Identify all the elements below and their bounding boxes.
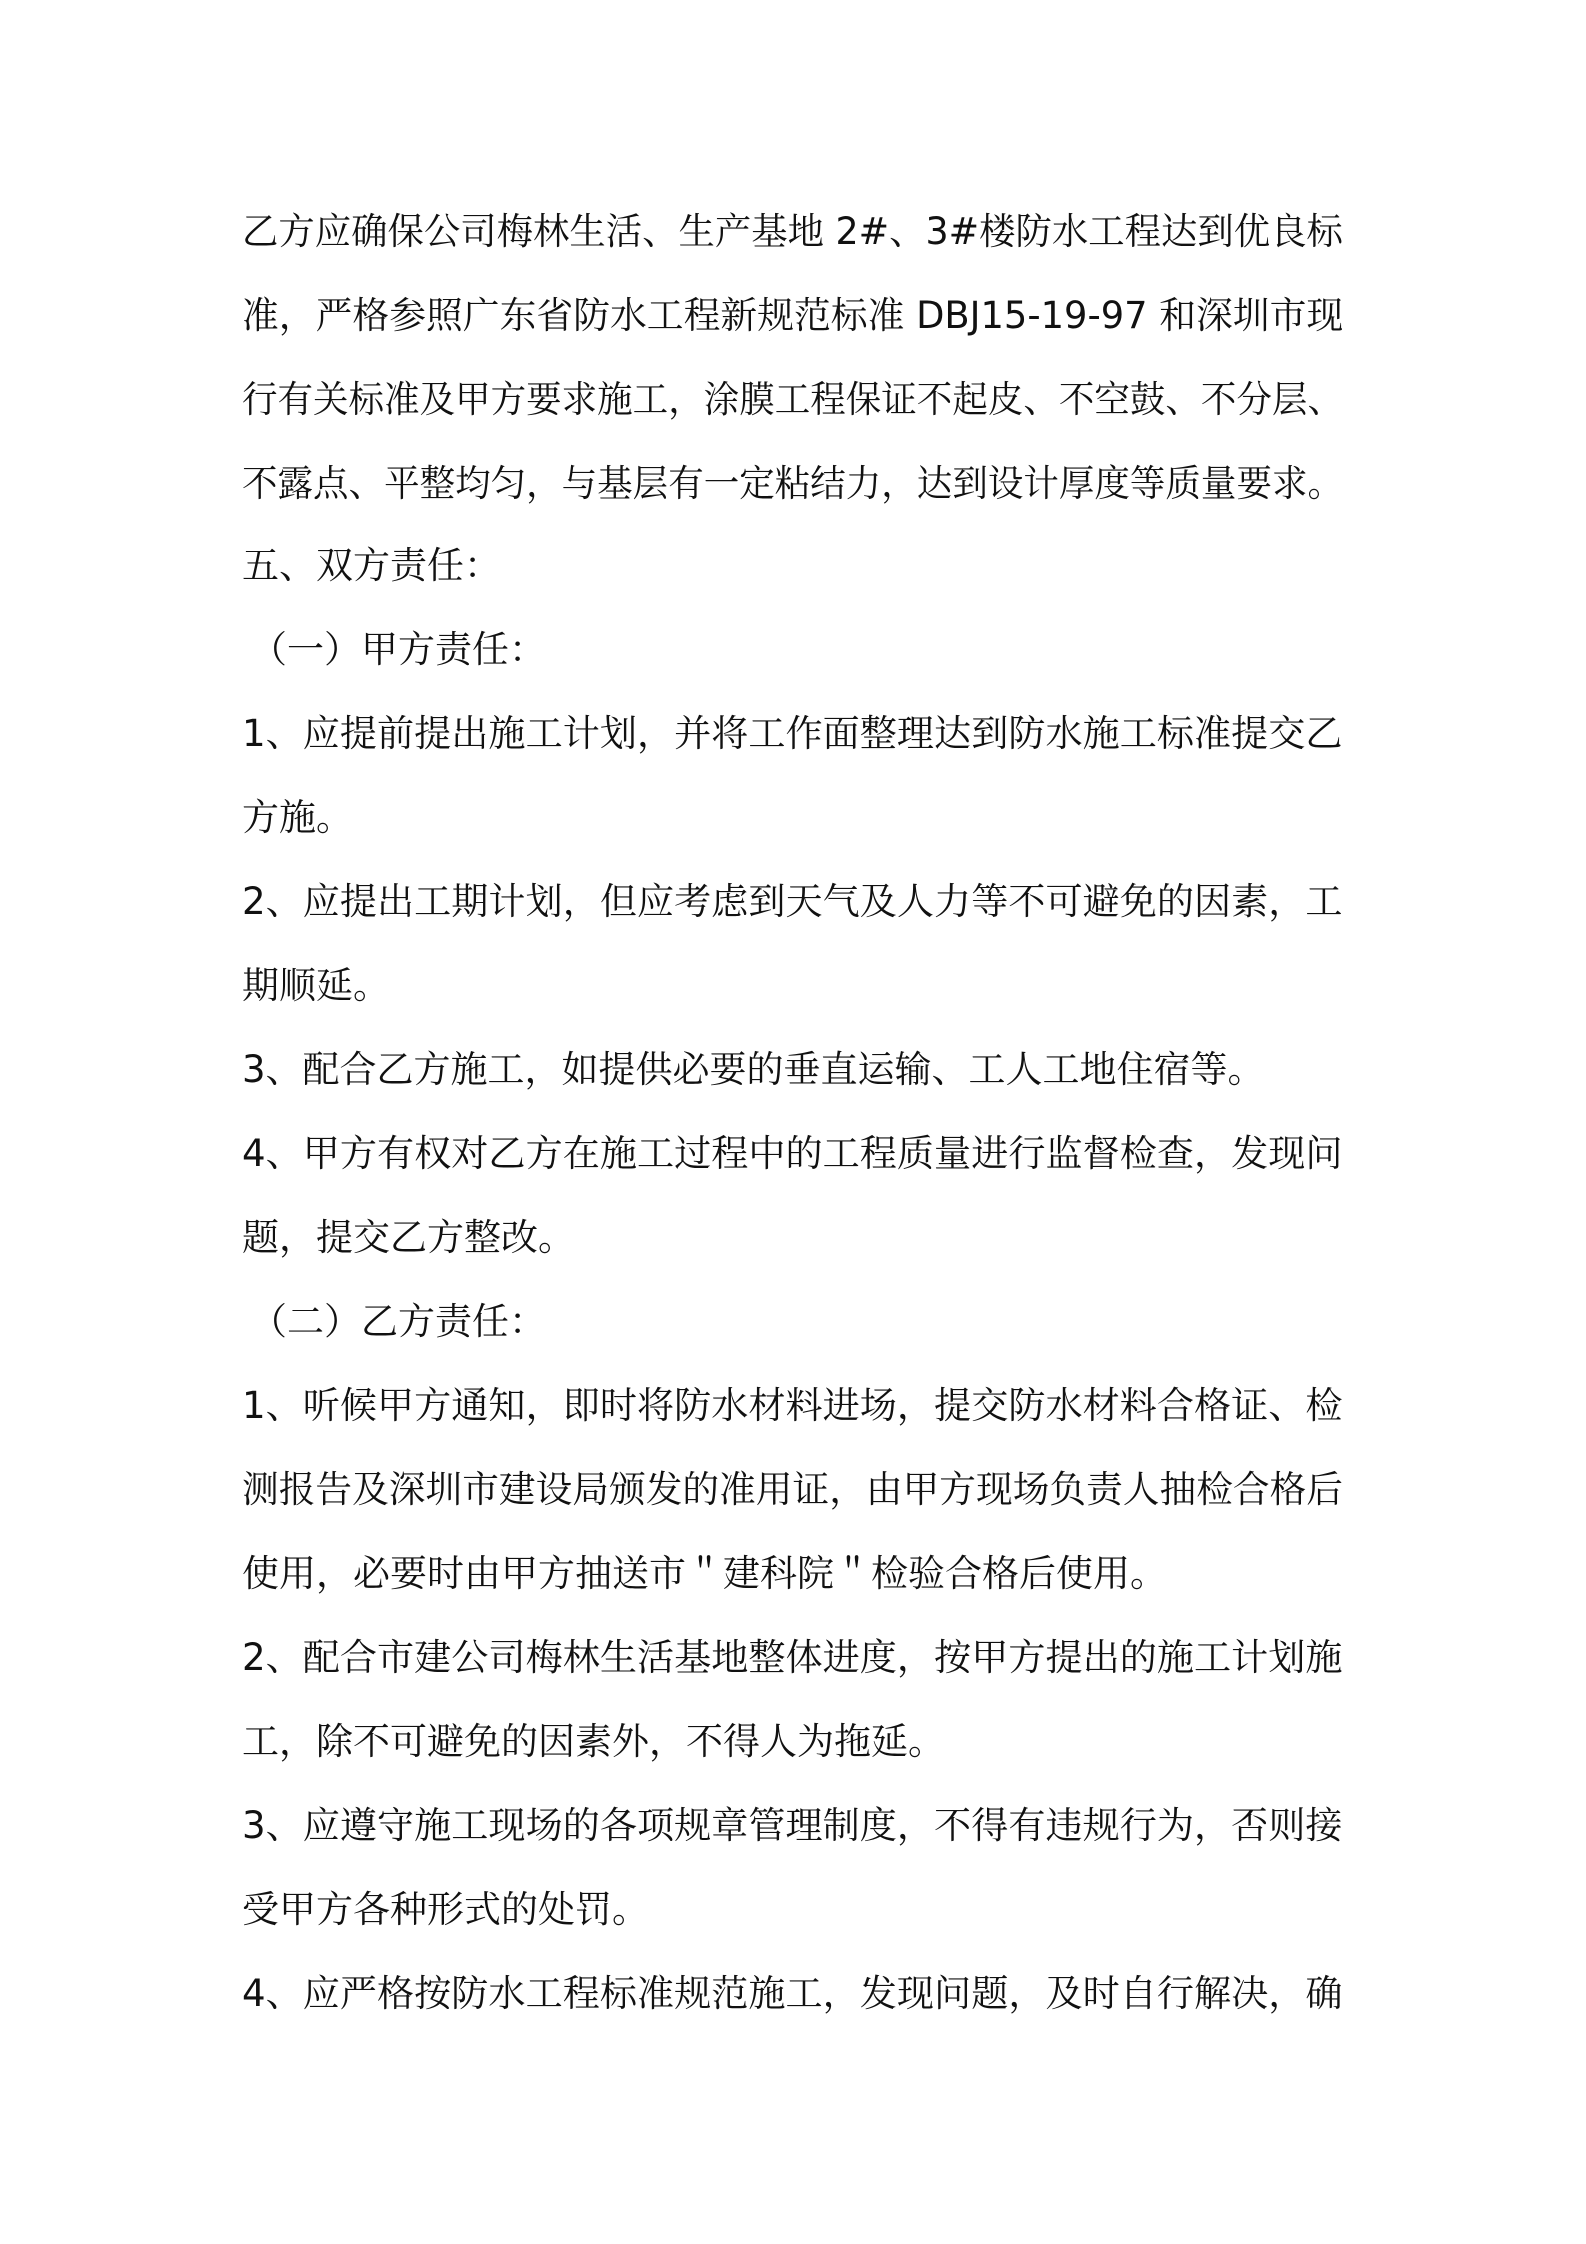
list-item-a3: 3、配合乙方施工，如提供必要的垂直运输、工人工地住宿等。: [242, 1048, 1265, 1091]
list-item-a1-line-1: 1、应提前提出施工计划，并将工作面整理达到防水施工标准提交乙: [242, 712, 1343, 755]
list-item-b1-line-3: 使用，必要时由甲方抽送市＂建科院＂检验合格后使用。: [242, 1552, 1167, 1595]
list-item-b2-line-1: 2、配合市建公司梅林生活基地整体进度，按甲方提出的施工计划施: [242, 1636, 1343, 1679]
list-item-a4-line-1: 4、甲方有权对乙方在施工过程中的工程质量进行监督检查，发现问: [242, 1132, 1343, 1175]
list-item-b1-line-2: 测报告及深圳市建设局颁发的准用证，由甲方现场负责人抽检合格后: [242, 1468, 1343, 1511]
list-item-a4-line-2: 题，提交乙方整改。: [242, 1216, 575, 1259]
list-item-a1-line-2: 方施。: [242, 796, 353, 839]
section-heading-5: 五、双方责任：: [242, 544, 501, 587]
text-line-4: 不露点、平整均匀，与基层有一定粘结力，达到设计厚度等质量要求。: [242, 462, 1343, 505]
list-item-a2-line-1: 2、应提出工期计划，但应考虑到天气及人力等不可避免的因素，工: [242, 880, 1343, 923]
list-item-a2-line-2: 期顺延。: [242, 964, 390, 1007]
text-line-2: 准，严格参照广东省防水工程新规范标准 DBJ15-19-97 和深圳市现: [242, 294, 1344, 337]
list-item-b4-line-1: 4、应严格按防水工程标准规范施工，发现问题，及时自行解决，确: [242, 1972, 1343, 2015]
list-item-b2-line-2: 工，除不可避免的因素外，不得人为拖延。: [242, 1720, 945, 1763]
list-item-b1-line-1: 1、听候甲方通知，即时将防水材料进场，提交防水材料合格证、检: [242, 1384, 1343, 1427]
list-item-b3-line-1: 3、应遵守施工现场的各项规章管理制度，不得有违规行为，否则接: [242, 1804, 1343, 1847]
subsection-heading-party-a: （一）甲方责任：: [250, 628, 546, 671]
text-line-3: 行有关标准及甲方要求施工，涂膜工程保证不起皮、不空鼓、不分层、: [242, 378, 1343, 421]
text-line-1: 乙方应确保公司梅林生活、生产基地 2#、3#楼防水工程达到优良标: [242, 210, 1343, 253]
subsection-heading-party-b: （二）乙方责任：: [250, 1300, 546, 1343]
list-item-b3-line-2: 受甲方各种形式的处罚。: [242, 1888, 649, 1931]
